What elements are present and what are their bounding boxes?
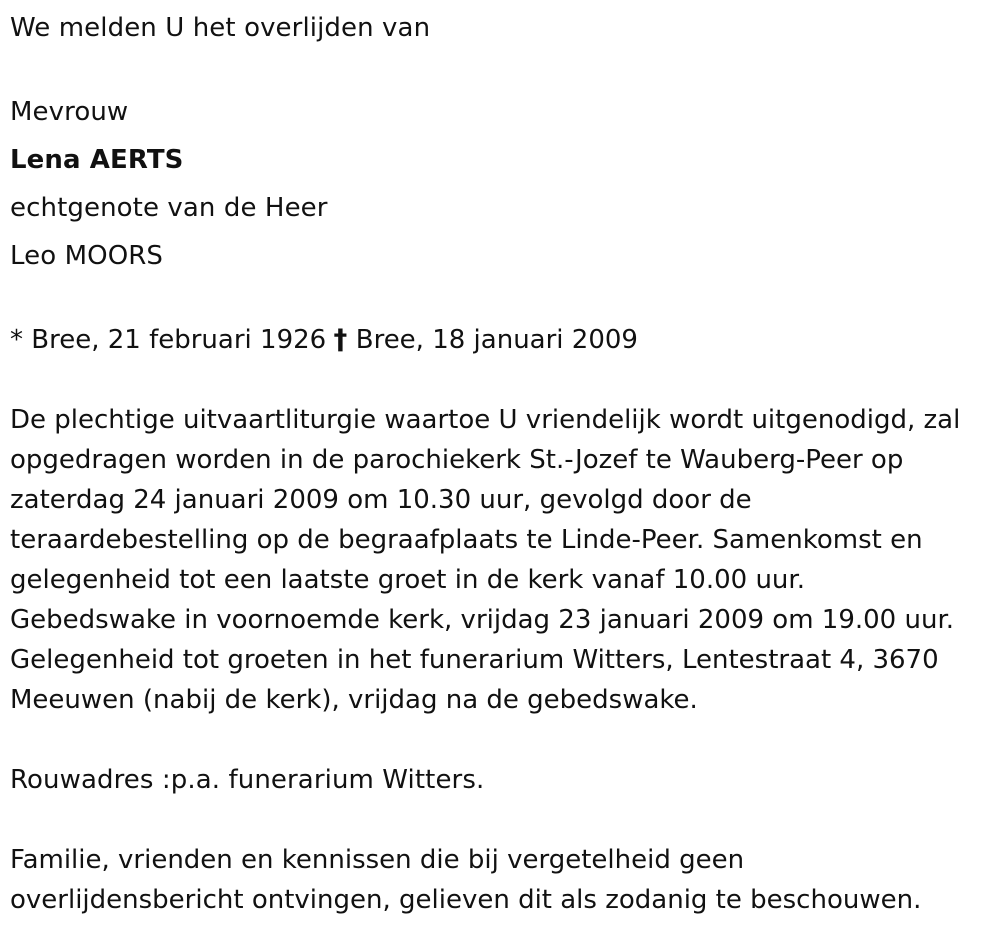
death-notice <box>10 8 995 920</box>
ceremony-line: opgedragen worden in de parochiekerk St.-Jozef te Wauberg-Peer op <box>10 445 904 475</box>
spacer <box>10 720 995 760</box>
mourning-address: Rouwadres :p.a. funerarium Witters. <box>10 765 485 795</box>
ceremony-line: Meeuwen (nabij de kerk), vrijdag na de gebedswake. <box>10 685 698 715</box>
death-date: Bree, 18 januari 2009 <box>355 325 638 355</box>
ceremony-line: teraardebestelling op de begraafplaats te Linde-Peer. Samenkomst en <box>10 525 923 555</box>
closing-paragraph <box>10 840 995 920</box>
intro-text: We melden U het overlijden van <box>10 13 431 43</box>
ceremony-line: Gebedswake in voornoemde kerk, vrijdag 23 januari 2009 om 19.00 uur. <box>10 605 955 635</box>
relation-text: echtgenote van de Heer <box>10 193 328 223</box>
closing-line: overlijdensbericht ontvingen, gelieven dit als zodanig te beschouwen. <box>10 885 922 915</box>
spacer <box>10 360 995 400</box>
ceremony-paragraph <box>10 400 995 720</box>
cross-icon: † <box>334 324 348 356</box>
spacer <box>10 48 995 88</box>
spacer <box>10 280 995 320</box>
ceremony-line: De plechtige uitvaartliturgie waartoe U vriendelijk wordt uitgenodigd, zal <box>10 405 961 435</box>
spouse-name: Leo MOORS <box>10 241 164 271</box>
deceased-name: Lena AERTS <box>10 145 184 175</box>
closing-line: Familie, vrienden en kennissen die bij vergetelheid geen <box>10 845 745 875</box>
ceremony-line: zaterdag 24 januari 2009 om 10.30 uur, gevolgd door de <box>10 485 752 515</box>
deceased-title: Mevrouw <box>10 97 129 127</box>
birth-date: * Bree, 21 februari 1926 <box>10 325 327 355</box>
spacer <box>10 800 995 840</box>
ceremony-line: gelegenheid tot een laatste groet in de kerk vanaf 10.00 uur. <box>10 565 805 595</box>
ceremony-line: Gelegenheid tot groeten in het funerarium Witters, Lentestraat 4, 3670 <box>10 645 939 675</box>
birth-death-dates <box>10 320 995 360</box>
